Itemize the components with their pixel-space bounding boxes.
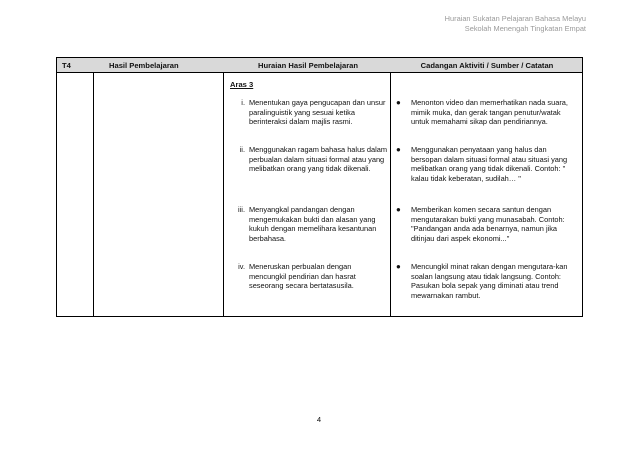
item-number: i.	[241, 98, 245, 107]
curriculum-table	[56, 57, 583, 317]
bullet-icon: ●	[396, 98, 401, 107]
activity-text: Mencungkil minat rakan dengan mengutara-kan soalan langsung atau tidak langsung. Contoh: Pasukan bola sepak yang diminati atau trend mewarnakan rambut.	[411, 262, 568, 300]
item-text: Menggunakan ragam bahasa halus dalam perbualan dalam situasi formal atau yang melibatkan orang yang tidak dikenali.	[249, 145, 388, 174]
column-header-cadangan: Cadangan Aktiviti / Sumber / Catatan	[420, 61, 554, 70]
column-header-hasil: Hasil Pembelajaran	[109, 61, 179, 70]
column-divider	[93, 58, 94, 316]
item-text: Meneruskan perbualan dengan mencungkil pendirian dan hasrat seseorang secara bertatasusila.	[249, 262, 356, 291]
section-title: Aras 3	[230, 80, 254, 89]
activity-text: Memberikan komen secara santun dengan mengutarakan bukti yang munasabah. Contoh: "Pandangan anda ada benarnya, namun jika ditinjau dari aspek ekonomi..."	[411, 205, 565, 243]
item-text: Menentukan gaya pengucapan dan unsur paralinguistik yang sesuai ketika berinteraksi dalam majlis rasmi.	[249, 98, 386, 127]
activity-text: Menggunakan penyataan yang halus dan bersopan dalam situasi formal atau situasi yang melibatkan orang yang tidak dikenali. Contoh: " kalau tidak keberatan, sudilah… "	[411, 145, 568, 183]
document-header	[445, 14, 586, 34]
item-number: iv.	[238, 262, 245, 271]
table-header-row	[57, 58, 582, 73]
bullet-icon: ●	[396, 262, 401, 271]
header-line-2: Sekolah Menengah Tingkatan Empat	[464, 24, 586, 33]
item-number: ii.	[239, 145, 245, 154]
header-line-1: Huraian Sukatan Pelajaran Bahasa Melayu	[444, 14, 586, 23]
column-header-huraian: Huraian Hasil Pembelajaran	[257, 61, 359, 70]
item-text: Menyangkal pandangan dengan mengemukakan bukti dan alasan yang kukuh dengan memelihara kesantunan berbahasa.	[249, 205, 377, 243]
bullet-icon: ●	[396, 205, 401, 214]
column-header-t4: T4	[62, 61, 71, 70]
column-divider	[390, 58, 391, 316]
item-number: iii.	[238, 205, 245, 214]
bullet-icon: ●	[396, 145, 401, 154]
activity-text: Menonton video dan memerhatikan nada suara, mimik muka, dan gerak tangan penutur/watak untuk memahami sikap dan pendiriannya.	[411, 98, 568, 127]
page-number: 4	[316, 415, 322, 424]
column-divider	[223, 58, 224, 316]
